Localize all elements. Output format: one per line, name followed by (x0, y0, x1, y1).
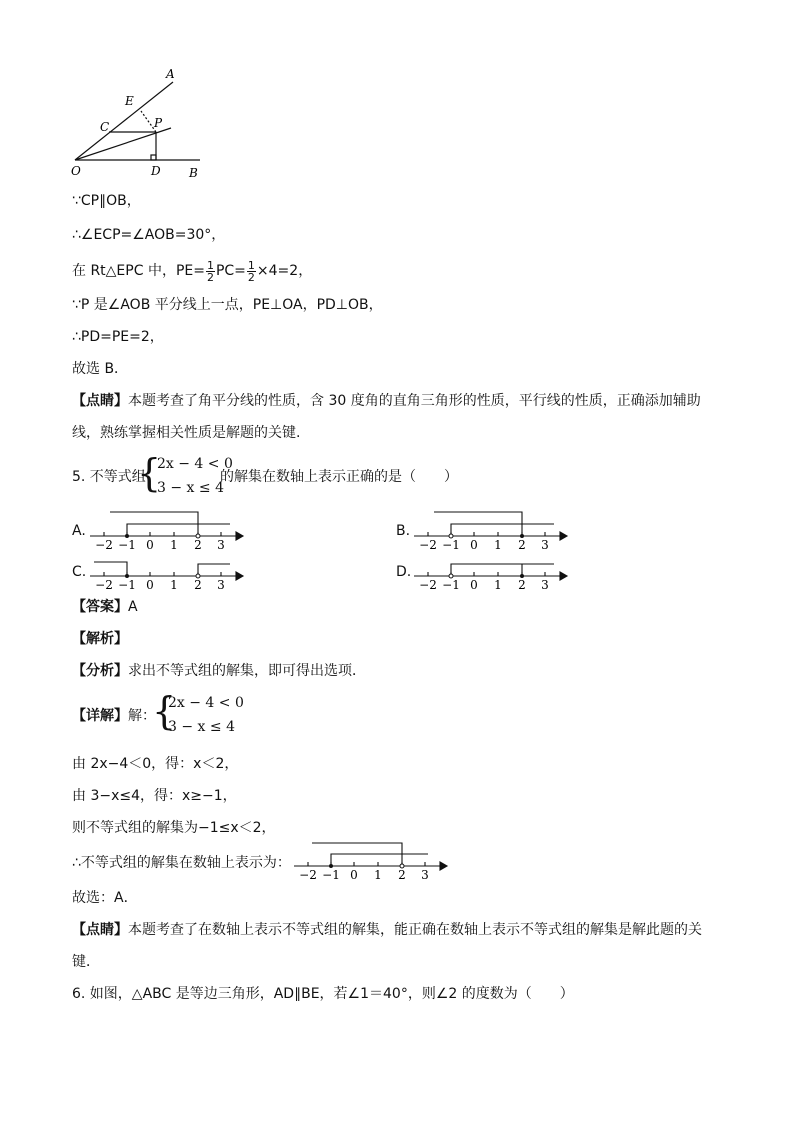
svg-text:3: 3 (541, 538, 549, 552)
fraction-half-2: $\frac{1}{2}$ (247, 258, 255, 284)
line-bisector-point: ∵P 是∠AOB 平分线上一点，PE⊥OA，PD⊥OB， (72, 297, 383, 313)
svg-text:0: 0 (146, 578, 154, 592)
svg-text:−1: −1 (322, 868, 340, 882)
line-pd-pe: ∴PD=PE=2， (72, 329, 164, 345)
q6-stem: 6. 如图，△ABC 是等边三角形，AD∥BE，若∠1＝40°，则∠2 的度数为（ ） (72, 986, 574, 1002)
svg-text:−2: −2 (419, 538, 437, 552)
q5-stem-suffix: 的解集在数轴上表示正确的是（ ） (220, 469, 458, 485)
angle-bisector-figure (65, 62, 210, 182)
svg-text:2: 2 (518, 538, 526, 552)
label-P: P (154, 116, 163, 130)
q5-ineq-2: 3 − x ≤ 4 (157, 480, 224, 496)
step-3: 则不等式组的解集为−1≤x＜2， (72, 820, 276, 836)
svg-text:3: 3 (541, 578, 549, 592)
dianjing-2-line1: 【点睛】本题考查了在数轴上表示不等式组的解集，能正确在数轴上表示不等式组的解集是解此题的关 (72, 922, 702, 938)
solution-number-line (294, 838, 454, 882)
svg-text:−2: −2 (299, 868, 317, 882)
q5-stem-prefix: 5. 不等式组 (72, 469, 146, 485)
q5-system-brace: { (137, 451, 162, 495)
svg-text:3: 3 (217, 538, 225, 552)
step-4: ∴不等式组的解集在数轴上表示为： (72, 855, 291, 871)
option-c-label: C. (72, 564, 87, 580)
svg-text:2: 2 (194, 578, 202, 592)
step-1: 由 2x−4＜0，得：x＜2， (72, 756, 239, 772)
svg-text:0: 0 (146, 538, 154, 552)
svg-text:1: 1 (170, 538, 178, 552)
choose-a-line: 故选：A． (72, 890, 138, 906)
svg-text:3: 3 (421, 868, 429, 882)
option-b-number-line (414, 508, 574, 552)
line-cp-parallel: ∵CP∥OB， (72, 193, 141, 209)
svg-text:2: 2 (518, 578, 526, 592)
svg-text:−1: −1 (442, 578, 460, 592)
option-c-number-line (90, 550, 250, 592)
svg-text:1: 1 (374, 868, 382, 882)
answer-line: 【答案】A (72, 599, 138, 615)
label-A: A (166, 67, 175, 81)
svg-text:0: 0 (470, 578, 478, 592)
line-pe-calc: 在 Rt△EPC 中，PE= $\frac{1}{2}$ PC= $\frac{1}{2}$ ×4=2， (72, 258, 313, 284)
svg-text:3: 3 (217, 578, 225, 592)
detail-ineq-2: 3 − x ≤ 4 (168, 719, 235, 735)
fraction-half-1: $\frac{1}{2}$ (206, 258, 214, 284)
detail-ineq-1: 2x − 4 < 0 (168, 695, 244, 711)
svg-text:0: 0 (350, 868, 358, 882)
dianjing-1-line2: 线，熟练掌握相关性质是解题的关键. (72, 425, 301, 441)
svg-text:2: 2 (398, 868, 406, 882)
analysis-heading: 【解析】 (72, 631, 128, 647)
svg-text:−2: −2 (419, 578, 437, 592)
option-a-number-line (90, 508, 250, 552)
analysis-summary: 【分析】求出不等式组的解集，即可得出选项． (72, 663, 366, 679)
dianjing-2-line2: 键． (72, 954, 100, 970)
svg-text:−2: −2 (95, 538, 113, 552)
svg-text:1: 1 (494, 578, 502, 592)
label-E: E (125, 94, 134, 108)
option-a-label: A. (72, 523, 86, 539)
svg-text:2: 2 (194, 538, 202, 552)
label-O: O (71, 164, 81, 178)
label-D: D (151, 164, 161, 178)
svg-text:−1: −1 (118, 578, 136, 592)
line-choose-b: 故选 B． (72, 361, 129, 377)
svg-text:−1: −1 (442, 538, 460, 552)
svg-text:0: 0 (470, 538, 478, 552)
label-C: C (100, 120, 110, 134)
svg-text:−1: −1 (118, 538, 136, 552)
line-angle-ecp: ∴∠ECP=∠AOB=30°， (72, 227, 226, 243)
dianjing-1-line1: 【点睛】本题考查了角平分线的性质，含 30 度角的直角三角形的性质，平行线的性质，正确添加辅助 (72, 393, 701, 409)
option-b-label: B. (396, 523, 411, 539)
svg-text:1: 1 (494, 538, 502, 552)
svg-text:1: 1 (170, 578, 178, 592)
svg-text:−2: −2 (95, 578, 113, 592)
detail-system-brace: { (152, 689, 177, 733)
q5-ineq-1: 2x − 4 < 0 (157, 456, 233, 472)
label-B: B (189, 166, 198, 180)
option-d-label: D. (396, 564, 412, 580)
step-2: 由 3−x≤4，得：x≥−1， (72, 788, 237, 804)
option-d-number-line (414, 550, 574, 592)
detail-line: 【详解】解： (72, 708, 156, 724)
